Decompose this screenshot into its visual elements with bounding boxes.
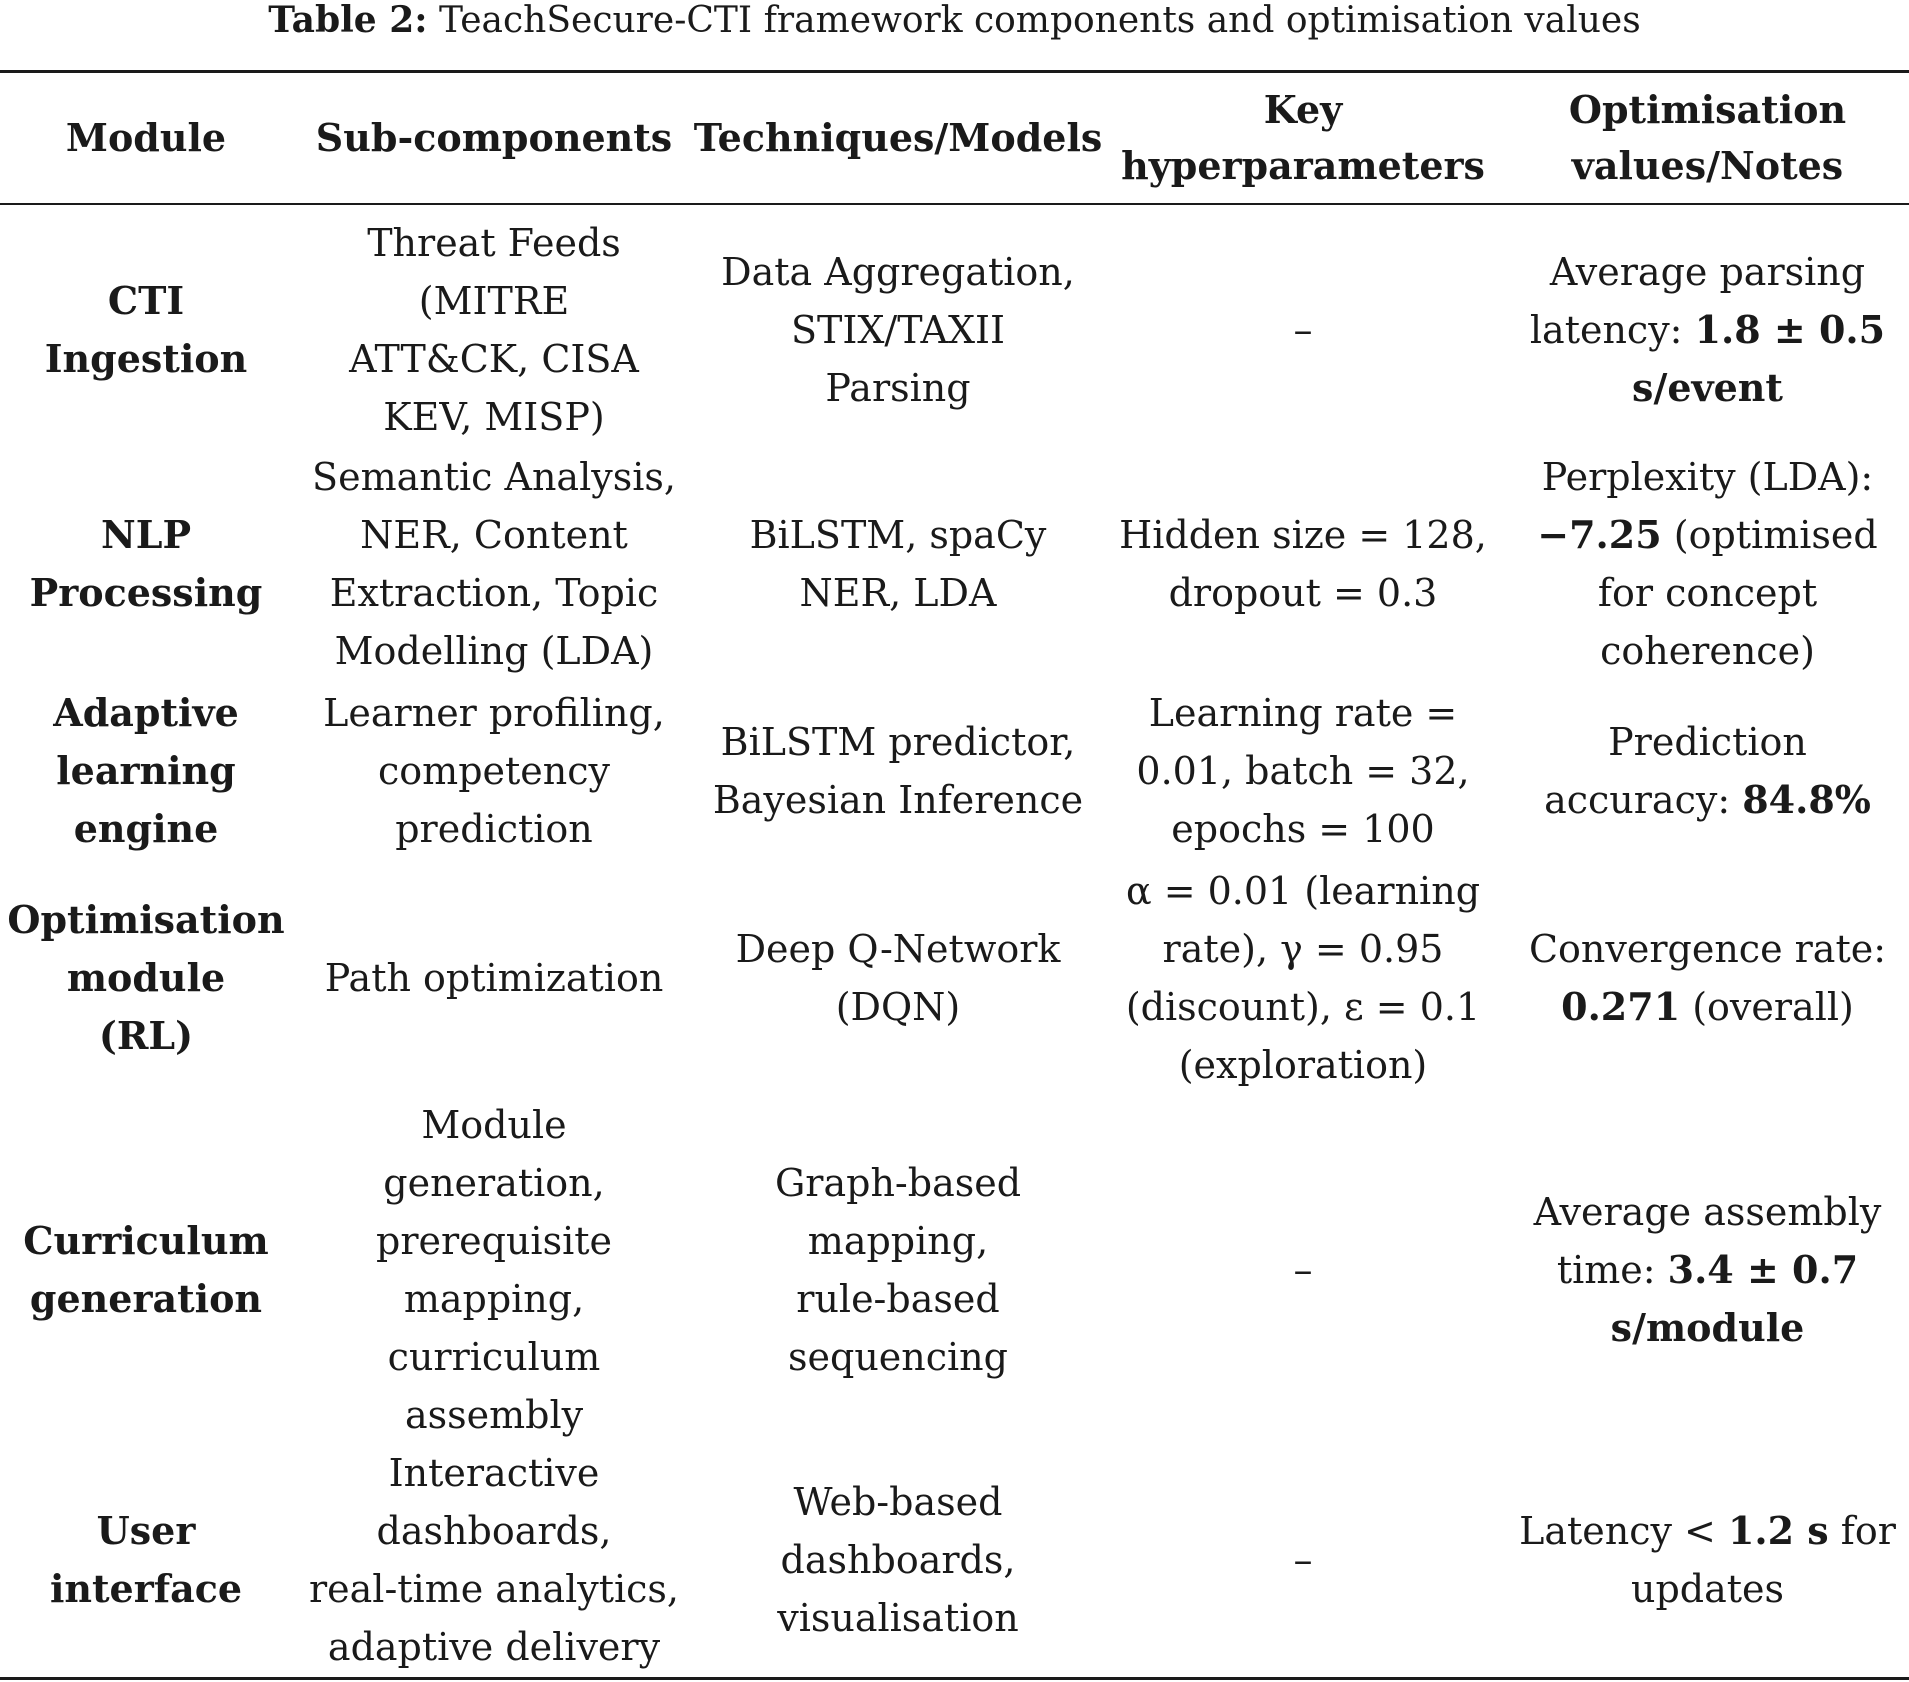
row-cti-techniques: Data Aggregation, STIX/TAXII Parsing [721, 250, 1075, 410]
header-optimisation: Optimisation values/Notes [1568, 87, 1847, 188]
row-nlp-optimisation: Perplexity (LDA): −7.25 (optimised for concept coherence) [1537, 455, 1878, 673]
bottom-rule [0, 1677, 1909, 1680]
header-subcomponents: Sub-components [315, 115, 673, 160]
row-adaptive-subcomponents: Learner profiling, competency prediction [323, 691, 665, 851]
row-rl-subcomponents: Path optimization [324, 956, 664, 1000]
row-cti-optimisation: Average parsing latency: 1.8 ± 0.5 s/event [1529, 250, 1886, 410]
row-nlp-subcomponents: Semantic Analysis, NER, Content Extraction, Topic Modelling (LDA) [312, 455, 676, 673]
table-caption [0, 0, 1909, 41]
row-adaptive-optimisation: Prediction accuracy: 84.8% [1544, 720, 1871, 822]
caption-text: TeachSecure-CTI framework components and optimisation values [439, 0, 1641, 41]
row-curriculum-subcomponents: Module generation, prerequisite mapping, curriculum assembly [376, 1103, 612, 1437]
row-nlp-techniques: BiLSTM, spaCy NER, LDA [749, 513, 1047, 615]
header-hyperparameters: Key hyperparameters [1121, 87, 1485, 188]
row-curriculum-hyperparameters: – [1293, 1248, 1313, 1292]
row-adaptive-hyperparameters: Learning rate = 0.01, batch = 32, epochs = 100 [1136, 691, 1470, 851]
header-module: Module [65, 115, 227, 160]
row-rl-optimisation: Convergence rate: 0.271 (overall) [1528, 927, 1887, 1029]
row-ui-module: User interface [49, 1508, 243, 1611]
row-adaptive-module: Adaptive learning engine [53, 690, 239, 851]
row-adaptive-techniques: BiLSTM predictor, Bayesian Inference [712, 720, 1084, 822]
row-nlp-module: NLP Processing [29, 512, 263, 615]
row-cti-subcomponents: Threat Feeds (MITRE ATT&CK, CISA KEV, MISP) [349, 221, 639, 439]
row-cti-module: CTI Ingestion [44, 278, 248, 381]
row-rl-hyperparameters: α = 0.01 (learning rate), γ = 0.95 (discount), ε = 0.1 (exploration) [1125, 869, 1481, 1087]
row-curriculum-module: Curriculum generation [23, 1218, 269, 1321]
row-curriculum-techniques: Graph-based mapping, rule-based sequencing [774, 1161, 1022, 1379]
row-nlp-hyperparameters: Hidden size = 128, dropout = 0.3 [1119, 513, 1487, 615]
row-ui-optimisation: Latency < 1.2 s for updates [1519, 1508, 1896, 1611]
header-rule [0, 203, 1909, 205]
row-cti-hyperparameters: – [1293, 308, 1313, 352]
row-ui-subcomponents: Interactive dashboards, real-time analytics, adaptive delivery [308, 1451, 680, 1669]
header-techniques: Techniques/Models [693, 115, 1103, 160]
caption-label: Table 2: [268, 0, 428, 41]
row-ui-hyperparameters: – [1293, 1538, 1313, 1582]
top-rule [0, 70, 1909, 73]
row-ui-techniques: Web-based dashboards, visualisation [777, 1480, 1019, 1640]
row-rl-module: Optimisation module (RL) [7, 897, 285, 1058]
row-curriculum-optimisation: Average assembly time: 3.4 ± 0.7 s/module [1533, 1190, 1882, 1350]
row-rl-techniques: Deep Q-Network (DQN) [735, 927, 1061, 1029]
